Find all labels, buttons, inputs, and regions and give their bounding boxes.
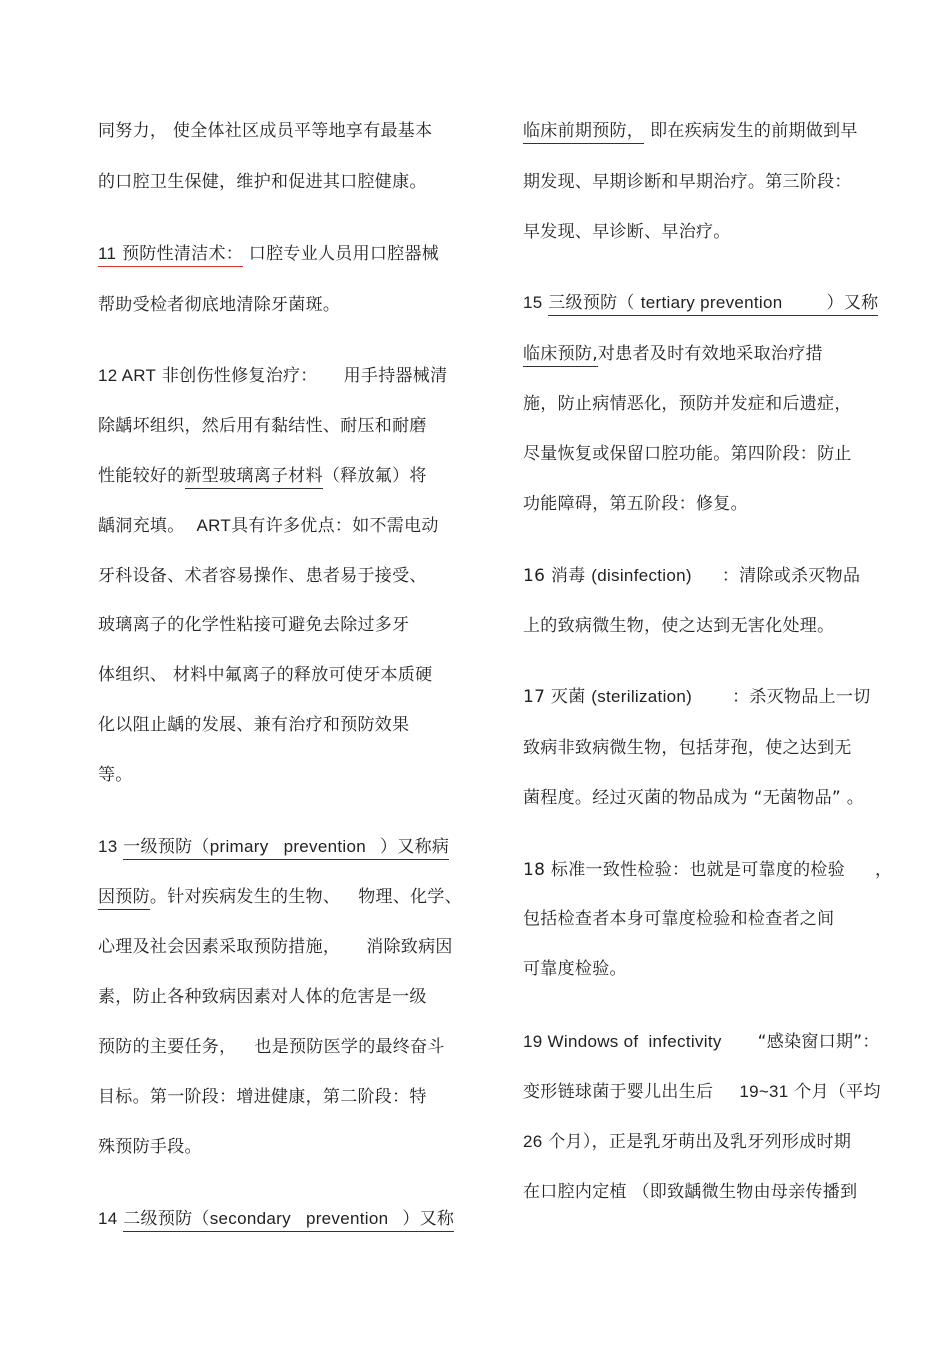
paragraph-line: 菌程度。经过灭菌的物品成为 “无菌物品” 。 bbox=[523, 788, 865, 808]
paragraph-line: 早发现、早诊断、早治疗。 bbox=[523, 222, 731, 242]
section-number: 13 bbox=[98, 837, 118, 856]
section-number: 11 bbox=[98, 244, 117, 263]
text-span: 具有许多优点：如不需电动 bbox=[231, 516, 439, 536]
term: 二级预防（ bbox=[123, 1209, 210, 1229]
paragraph-line: 施，防止病情恶化，预防并发症和后遗症， bbox=[523, 394, 852, 414]
section-13-heading bbox=[98, 836, 449, 858]
term: 预防性清洁术： bbox=[121, 244, 244, 264]
paragraph-line: 包括检查者本身可靠度检验和检查者之间 bbox=[523, 909, 835, 929]
text-span: ART bbox=[196, 516, 232, 535]
paragraph-line: 等。 bbox=[98, 765, 133, 785]
text-span: 消除致病因 bbox=[366, 937, 453, 957]
section-11-heading bbox=[98, 243, 439, 265]
paragraph-line: 在口腔内定植 （即致龋微生物由母亲传播到 bbox=[523, 1182, 858, 1202]
paragraph-line: 致病非致病微生物，包括芽孢，使之达到无 bbox=[523, 738, 852, 758]
term: ）又称 bbox=[402, 1209, 455, 1229]
paragraph-line: 可靠度检验。 bbox=[523, 959, 627, 979]
paragraph-line bbox=[98, 936, 453, 958]
text-span: 个月（平均 bbox=[794, 1082, 881, 1102]
term: “感染窗口期”： bbox=[757, 1032, 880, 1052]
paragraph-line: 帮助受检者彻底地清除牙菌斑。 bbox=[98, 295, 341, 315]
term: 三级预防（ bbox=[548, 293, 635, 313]
paragraph-line: 同努力， 使全体社区成员平等地享有最基本 bbox=[98, 121, 433, 141]
term: 非创伤性修复治疗： bbox=[161, 366, 318, 386]
term: 一级预防（ bbox=[123, 837, 210, 857]
term: ）又称病 bbox=[379, 837, 450, 857]
definition: 18 标准一致性检验：也就是可靠度的检验 bbox=[523, 860, 846, 880]
underlined-term: 临床前期预防， bbox=[523, 121, 644, 144]
definition: ：清除或杀灭物品 bbox=[721, 566, 861, 586]
paragraph-line bbox=[523, 1131, 851, 1153]
text-span: 对患者及时有效地采取治疗措 bbox=[597, 344, 823, 364]
section-14-heading bbox=[98, 1208, 454, 1230]
text-span: 26 bbox=[523, 1132, 543, 1151]
text-span: 心理及社会因素采取预防措施， bbox=[98, 937, 341, 957]
definition: 用手持器械清 bbox=[343, 366, 448, 386]
section-18-heading bbox=[523, 859, 892, 881]
text-span: 也是预防医学的最终奋斗 bbox=[254, 1037, 445, 1057]
definition: ：杀灭物品上一切 bbox=[732, 687, 871, 707]
text-span: 即在疾病发生的前期做到早 bbox=[650, 121, 858, 141]
term-english: secondary prevention bbox=[209, 1209, 389, 1228]
paragraph-line: 的口腔卫生保健，维护和促进其口腔健康。 bbox=[98, 172, 427, 192]
text-span: 变形链球菌于婴儿出生后 bbox=[523, 1082, 714, 1102]
term: ）又称 bbox=[826, 293, 879, 313]
paragraph-line: 上的致病微生物，使之达到无害化处理。 bbox=[523, 616, 835, 636]
paragraph-line: 期发现、早期诊断和早期治疗。第三阶段： bbox=[523, 172, 852, 192]
paragraph-line bbox=[523, 1081, 881, 1103]
paragraph-line: 玻璃离子的化学性粘接可避免去除过多牙 bbox=[98, 615, 410, 635]
term: 16 消毒 bbox=[523, 566, 586, 586]
section-12-heading bbox=[98, 365, 447, 387]
paragraph-line: 牙科设备、术者容易操作、患者易于接受、 bbox=[98, 566, 427, 586]
section-number: 12 ART bbox=[98, 366, 157, 385]
section-17-heading bbox=[523, 686, 871, 708]
section-15-heading bbox=[523, 292, 878, 314]
paragraph-line: 目标。第一阶段：增进健康，第二阶段：特 bbox=[98, 1087, 427, 1107]
paragraph-line: 尽量恢复或保留口腔功能。第四阶段：防止 bbox=[523, 444, 852, 464]
paragraph-line: 体组织、 材料中氟离子的释放可使牙本质硬 bbox=[98, 665, 433, 685]
paragraph-line: 殊预防手段。 bbox=[98, 1137, 202, 1157]
text-span: 。针对疾病发生的生物、 bbox=[149, 887, 341, 907]
text-span: 性能较好的 bbox=[98, 466, 185, 486]
paragraph-line: 功能障碍，第五阶段：修复。 bbox=[523, 494, 748, 514]
term-english: (sterilization) bbox=[591, 687, 693, 706]
term-english: primary prevention bbox=[209, 837, 366, 856]
paragraph-line: 化以阻止龋的发展、兼有治疗和预防效果 bbox=[98, 715, 410, 735]
definition: 口腔专业人员用口腔器械 bbox=[248, 244, 440, 264]
text-span: （释放氟）将 bbox=[322, 466, 427, 486]
underlined-term: 临床预防, bbox=[523, 344, 598, 367]
text-span: 物理、化学、 bbox=[358, 887, 463, 907]
paragraph-line: 素，防止各种致病因素对人体的危害是一级 bbox=[98, 987, 427, 1007]
underlined-term: 新型玻璃离子材料 bbox=[185, 466, 323, 489]
paragraph-line bbox=[523, 120, 858, 142]
text-span: 个月），正是乳牙萌出及乳牙列形成时期 bbox=[548, 1132, 852, 1152]
text-span: 预防的主要任务， bbox=[98, 1037, 237, 1057]
text-span: 19~31 bbox=[739, 1082, 789, 1101]
paragraph-line bbox=[523, 343, 823, 365]
term-english: tertiary prevention bbox=[640, 293, 783, 312]
section-number: 14 bbox=[98, 1209, 118, 1228]
term-english: 19 Windows of infectivity bbox=[523, 1032, 722, 1051]
section-16-heading bbox=[523, 565, 860, 587]
text-span: ， bbox=[875, 860, 893, 880]
text-span: 龋洞充填。 bbox=[98, 516, 185, 536]
underlined-term: 因预防 bbox=[98, 887, 150, 910]
paragraph-line bbox=[98, 515, 439, 537]
section-number: 15 bbox=[523, 293, 543, 312]
section-19-heading bbox=[523, 1031, 880, 1053]
paragraph-line bbox=[98, 465, 427, 487]
paragraph-line bbox=[98, 1036, 445, 1058]
term-english: (disinfection) bbox=[591, 566, 692, 585]
term: 17 灭菌 bbox=[523, 687, 586, 707]
paragraph-line bbox=[98, 886, 462, 908]
paragraph-line: 除龋坏组织，然后用有黏结性、耐压和耐磨 bbox=[98, 416, 427, 436]
